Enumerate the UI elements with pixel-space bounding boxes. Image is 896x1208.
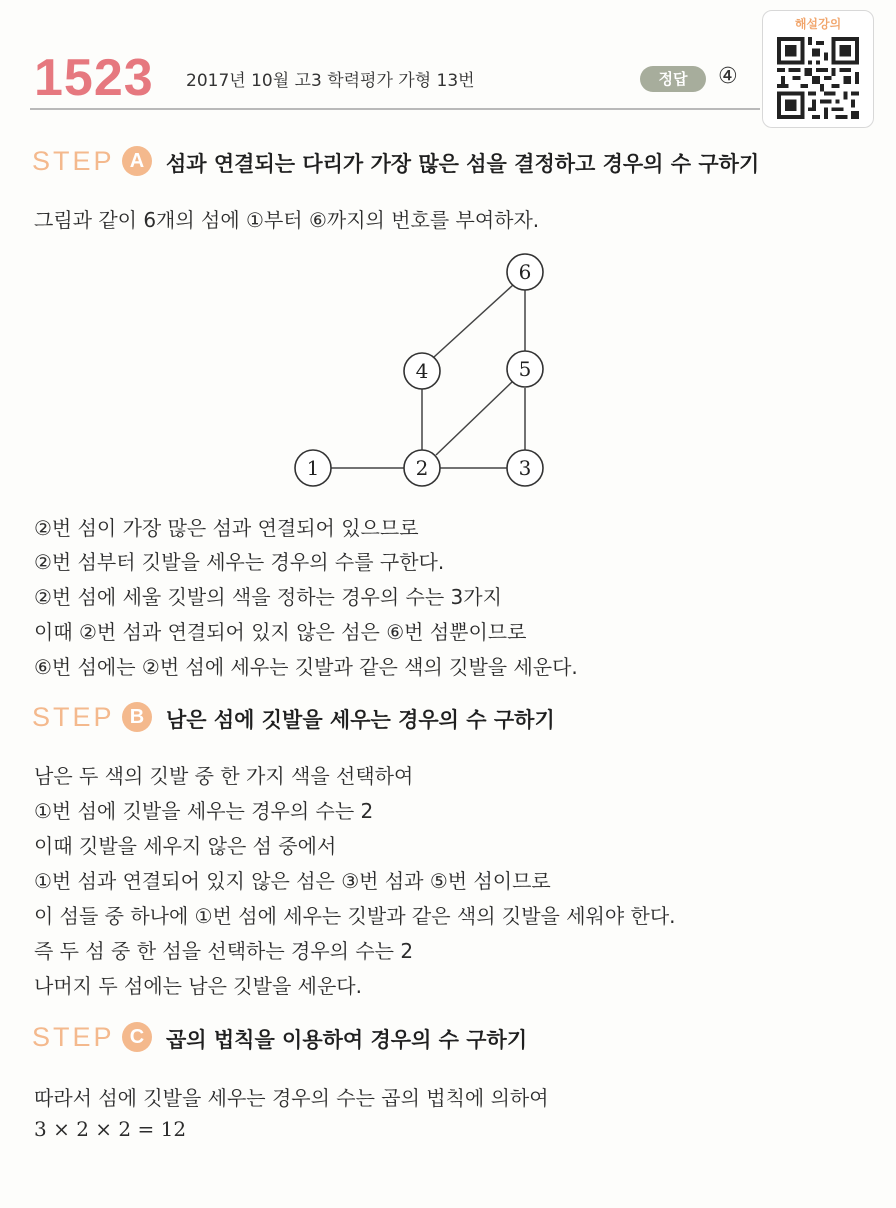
step-c-line-1: 따라서 섬에 깃발을 세우는 경우의 수는 곱의 법칙에 의하여 [34,1086,549,1110]
node-label: 1 [306,456,320,480]
node-label: 2 [415,456,429,480]
step-a-line-5: ⑥번 섬에는 ②번 섬에 세우는 깃발과 같은 색의 깃발을 세운다. [34,655,578,679]
step-a-line-3: ②번 섬에 세울 깃발의 색을 정하는 경우의 수는 3가지 [34,585,502,609]
step-b-line-5: 이 섬들 중 하나에 ①번 섬에 세우는 깃발과 같은 색의 깃발을 세워야 한다. [34,904,676,928]
step-a-line-4: 이때 ②번 섬과 연결되어 있지 않은 섬은 ⑥번 섬뿐이므로 [34,620,527,644]
step-a-line-1: ②번 섬이 가장 많은 섬과 연결되어 있으므로 [34,516,419,540]
step-c-heading [32,1022,862,1056]
answer-value: ④ [718,64,738,89]
graph-nodes [295,254,543,486]
graph-node-1 [295,450,331,486]
graph-node-4 [404,353,440,389]
step-label: STEP [32,1022,115,1052]
node-label: 6 [518,260,532,284]
step-title: 곱의 법칙을 이용하여 경우의 수 구하기 [166,1028,528,1052]
step-letter-badge: B [122,702,152,732]
island-graph-diagram [280,250,570,500]
header-divider [30,108,760,110]
step-label: STEP [32,146,115,176]
node-label: 5 [518,357,532,381]
edge-2-5 [436,382,512,455]
edge-4-6 [434,285,513,357]
qr-label: 해설강의 [794,17,842,31]
step-c-equation: 3 × 2 × 2 = 12 [34,1117,187,1141]
node-label: 3 [518,456,532,480]
step-b-line-7: 나머지 두 섬에는 남은 깃발을 세운다. [34,974,362,998]
graph-node-6 [507,254,543,290]
step-letter-badge: A [122,146,152,176]
step-label: STEP [32,702,115,732]
step-a-intro: 그림과 같이 6개의 섬에 ①부터 ⑥까지의 번호를 부여하자. [34,208,540,232]
problem-source: 2017년 10월 고3 학력평가 가형 13번 [186,71,475,91]
step-a-line-2: ②번 섬부터 깃발을 세우는 경우의 수를 구한다. [34,550,445,574]
page-header [0,0,896,130]
node-label: 4 [415,359,429,383]
step-title: 섬과 연결되는 다리가 가장 많은 섬을 결정하고 경우의 수 구하기 [166,152,760,176]
step-b-heading [32,702,862,736]
step-title: 남은 섬에 깃발을 세우는 경우의 수 구하기 [166,708,555,732]
step-b-line-3: 이때 깃발을 세우지 않은 섬 중에서 [34,834,337,858]
step-b-line-6: 즉 두 섬 중 한 섬을 선택하는 경우의 수는 2 [34,939,414,963]
step-b-line-1: 남은 두 색의 깃발 중 한 가지 색을 선택하여 [34,764,414,788]
lecture-qr-box[interactable] [762,10,874,128]
qr-code-icon[interactable] [777,37,859,119]
step-letter-badge: C [122,1022,152,1052]
step-b-line-4: ①번 섬과 연결되어 있지 않은 섬은 ③번 섬과 ⑤번 섬이므로 [34,869,551,893]
step-b-line-2: ①번 섬에 깃발을 세우는 경우의 수는 2 [34,799,374,823]
answer-badge: 정답 [640,66,706,92]
graph-node-5 [507,351,543,387]
problem-number: 1523 [34,49,154,107]
step-a-heading [32,146,862,180]
graph-node-2 [404,450,440,486]
graph-node-3 [507,450,543,486]
